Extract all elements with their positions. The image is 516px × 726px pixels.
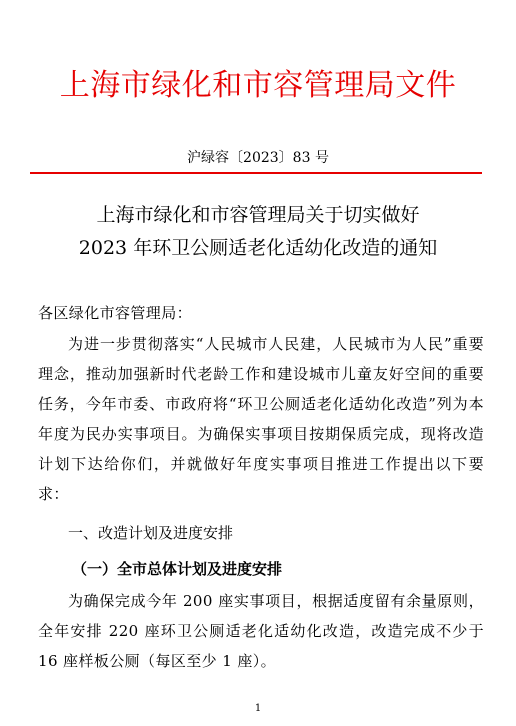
page-number: 1 bbox=[254, 703, 262, 714]
section-heading-1: 一、改造计划及进度安排 bbox=[68, 524, 234, 542]
notice-title bbox=[0, 199, 516, 265]
notice-title-line-2: 2023 年环卫公厕适老化适幼化改造的通知 bbox=[78, 237, 438, 259]
document-number: 沪绿容〔2023〕83 号 bbox=[187, 150, 329, 166]
notice-title-line-1: 上海市绿化和市容管理局关于切实做好 bbox=[96, 204, 420, 226]
subsection-heading-1: （一）全市总体计划及进度安排 bbox=[72, 560, 283, 578]
body-paragraph-2: 为确保完成今年 200 座实事项目，根据适度留有余量原则，全年安排 220 座环卫公厕适老化适幼化改造，改造完成不少于 16 座样板公厕（每区至少 1 座）。 bbox=[38, 592, 484, 670]
masthead-title: 上海市绿化和市容管理局文件 bbox=[59, 68, 457, 103]
body-paragraph-1: 为进一步贯彻落实“人民城市人民建，人民城市为人民”重要理念，推动加强新时代老龄工作和建设城市儿童友好空间的重要任务，今年市委、市政府将“环卫公厕适老化适幼化改造”列为本年度为民办实事项目。为确保实事项目按期保质完成，现将改造计划下达给你们，并就做好年度实事项目推进工作提出以下要求： bbox=[38, 335, 484, 503]
salutation: 各区绿化市容管理局： bbox=[38, 304, 193, 322]
red-divider-line bbox=[30, 172, 482, 174]
